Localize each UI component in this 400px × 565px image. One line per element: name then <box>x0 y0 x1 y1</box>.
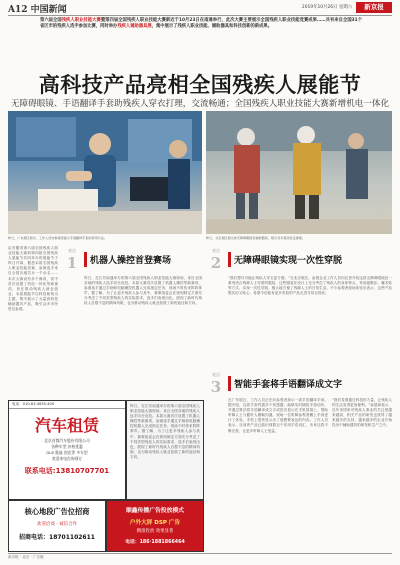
ad-recruit-phone: 招商电话：18701102611 <box>19 534 95 541</box>
ad-filler-text: 昨日，在江苏南通举办的第六届全国残疾人职业技能大赛现场，来自全国各地的残疾人选手同台竞技。本届大赛首次设置了机器人操控等新赛项，参赛选手通过手柄和电脑操控机器人完成指定任务，现场不时传来阵阵掌声。据了解，为了让更多残疾人参与其中，赛事组委会在规则制定方面充分考虑了不同类型残疾人的实际需求，选手们表现出色，展现了新时代残疾人自强不息的精神风貌，也为推动残疾人就业拓展了新的途径和方向。 <box>130 404 200 459</box>
section-3-headline: 智能手套将手语翻译成文字 <box>234 380 343 390</box>
ad-lines <box>9 436 125 464</box>
intro-text-2: 暨第四届全国残疾人职业技能大赛新近于10月23日在南通举行，此次大赛主要展示全国残疾人职业技能竞赛成果……共有来自全国31个省区市的残疾人选手参加比赛，同时举办 <box>40 18 363 30</box>
photo-sign-glove <box>8 111 202 234</box>
ad-space-sub: 欢迎洽谈 · 诚信合作 <box>36 522 78 527</box>
ad-title: 汽车租赁 <box>34 416 99 435</box>
highlight-number: 1 <box>66 254 78 272</box>
intro-highlight-1: 残疾人职业技能大赛 <box>61 18 101 23</box>
sub-headline: 无障碍眼镜、手语翻译手套助残疾人穿衣打理，交流畅通；全国残疾人职业技能大赛新增机电一体化 <box>10 99 390 109</box>
intro-highlight-2: 残疾人辅助器具展 <box>117 24 152 30</box>
ad-line: 北京首都汽车股份有限公司 <box>44 438 90 443</box>
photo-caption-left: 昨日，广东展区展台，工作人员向参观者演示手语翻译手套的使用方法。 <box>8 236 107 240</box>
ad-line: 各种车型 价格优惠 <box>51 444 83 449</box>
ad-media-phone: 电话：186·1881866464 <box>125 540 185 545</box>
header-rule <box>8 15 392 16</box>
photo-caption-right: 昨日，北京展区展出的无障碍眼镜及辅助器具，吸引众多观众驻足参观。 <box>206 236 305 240</box>
section-bar <box>228 376 231 391</box>
footer-rule <box>8 553 392 554</box>
issue-date: 2019年10月26日 星期六 <box>301 5 352 10</box>
highlight-number: 3 <box>210 378 222 396</box>
section-2-text: “我们想尽可能让残疾人穿衣更方便。”在北京展区，参展企业工作人员向记者介绍这款无障碍眼镜及一系列适合残障人士穿着的服装，这些服装在设计上充分考虑了残疾人的身体特点，采用磁吸扣、魔术贴等方式，实现一次性穿脱，极大地方便了残障人士的日常生活。不少参观者现场体验后表示，这些产品既实用又贴心，希望今后能有更多类似的产品走进寻常百姓家。 <box>228 276 392 296</box>
ad-phone-line: 电话：010-63-4635-400 <box>9 401 125 409</box>
ad-contact: 联系电话:13810707701 <box>24 467 110 475</box>
section-bar <box>84 252 87 267</box>
lead-article-text: 由安徽省第六届全国残疾人职业技能大赛和第四届全国残疾人展能节共同举办的展能节于昨日开幕，据悉本届全国残疾人职业技能竞赛，参赛选手来自全国各地共计一千余名……本次大赛设有多个赛项，其中首次设置了机电一体化等新赛项，旨在推动残疾人就业创业。本届展能节以科技助残为主题，集中展示了大量高科技辅助器具产品，吸引众多市民驻足参观。 <box>8 246 58 312</box>
section-3-continued-text: “我们希望通过科技的力量，让残疾人的生活变得更加便利。”参展商表示，近年来国家对残疾人事业的关注度越来越高，相关产品的研发也获得了越来越多的支持，越来越多的企业开始投身于辅助器具的研发和生产之中。 <box>332 398 392 428</box>
highlight-label: 亮点 <box>212 372 220 377</box>
ad-line: GL8 奥迪 别克等 多车型 <box>46 450 88 455</box>
ad-car-rental[interactable] <box>8 400 126 500</box>
footer-text: 新京报 · 北京 · 广告版 <box>8 555 44 559</box>
ad-line: 欢迎来电咨询预订 <box>51 456 83 461</box>
page-header <box>8 2 392 14</box>
section-bar <box>228 252 231 267</box>
highlight-1-marker <box>62 248 82 272</box>
section-1-headline: 机器人操控首登赛场 <box>90 256 172 266</box>
photo-accessible-clothing <box>206 111 392 234</box>
intro-text-3: ，集中展示了残疾人职业技能、辅助器具和科技创新的新成果。 <box>151 24 273 30</box>
intro-lead <box>40 18 362 31</box>
highlight-2-marker <box>206 248 226 272</box>
section-1-text: 昨日，在江苏南通举办的第六届全国残疾人职业技能大赛现场，来自全国各地的残疾人选手同台竞技。本届大赛首次设置了机器人操控等新赛项，参赛选手通过手柄和电脑操控机器人完成指定任务，现场不时传来阵阵掌声。据了解，为了让更多残疾人参与其中，赛事组委会在规则制定方面充分考虑了不同类型残疾人的实际需求，选手们表现出色，展现了新时代残疾人自强不息的精神风貌，也为推动残疾人就业拓展了新的途径和方向。 <box>84 276 202 306</box>
highlight-3-marker <box>206 372 226 396</box>
section-2-headline: 无障碍眼镜实现一次性穿脱 <box>234 256 343 266</box>
ad-media-title: 顺鑫传播广告投放模式 <box>126 508 184 514</box>
highlight-label: 亮点 <box>68 248 76 253</box>
ad-filler <box>126 400 204 500</box>
ad-media-line: 精准投放 效果显著 <box>136 529 174 534</box>
highlight-number: 2 <box>210 254 222 272</box>
main-headline: 高科技产品亮相全国残疾人展能节 <box>38 72 362 97</box>
ad-media[interactable] <box>106 500 204 552</box>
ad-media-line: 户外大屏 DSP 广告 <box>129 520 181 526</box>
page-label: A12 中国新闻 <box>8 5 67 15</box>
ad-ad-space[interactable] <box>8 500 106 552</box>
highlight-label: 亮点 <box>212 248 220 253</box>
section-tag: 新京报 <box>356 2 392 13</box>
ad-space-title: 核心地段广告位招商 <box>24 507 90 516</box>
section-3-text: 在广东展区，工作人员正在向参观者演示一款手语翻译手套。据介绍，这款手套内置多个传感器，能够实时捕捉手指动作，并通过算法将手语翻译成文字或语音显示在手机屏幕上，帮助听障人士与健听人顺畅沟通。现场一位听障参观者戴上手套进行了体验，手机上很快显示出了他想要表达的内容。工作人员表示，目前该产品已能识别数百个常用手语词汇，未来还将不断完善，让更多听障人士受益。 <box>228 398 328 433</box>
intro-text-1: 第六届全国 <box>40 18 62 23</box>
